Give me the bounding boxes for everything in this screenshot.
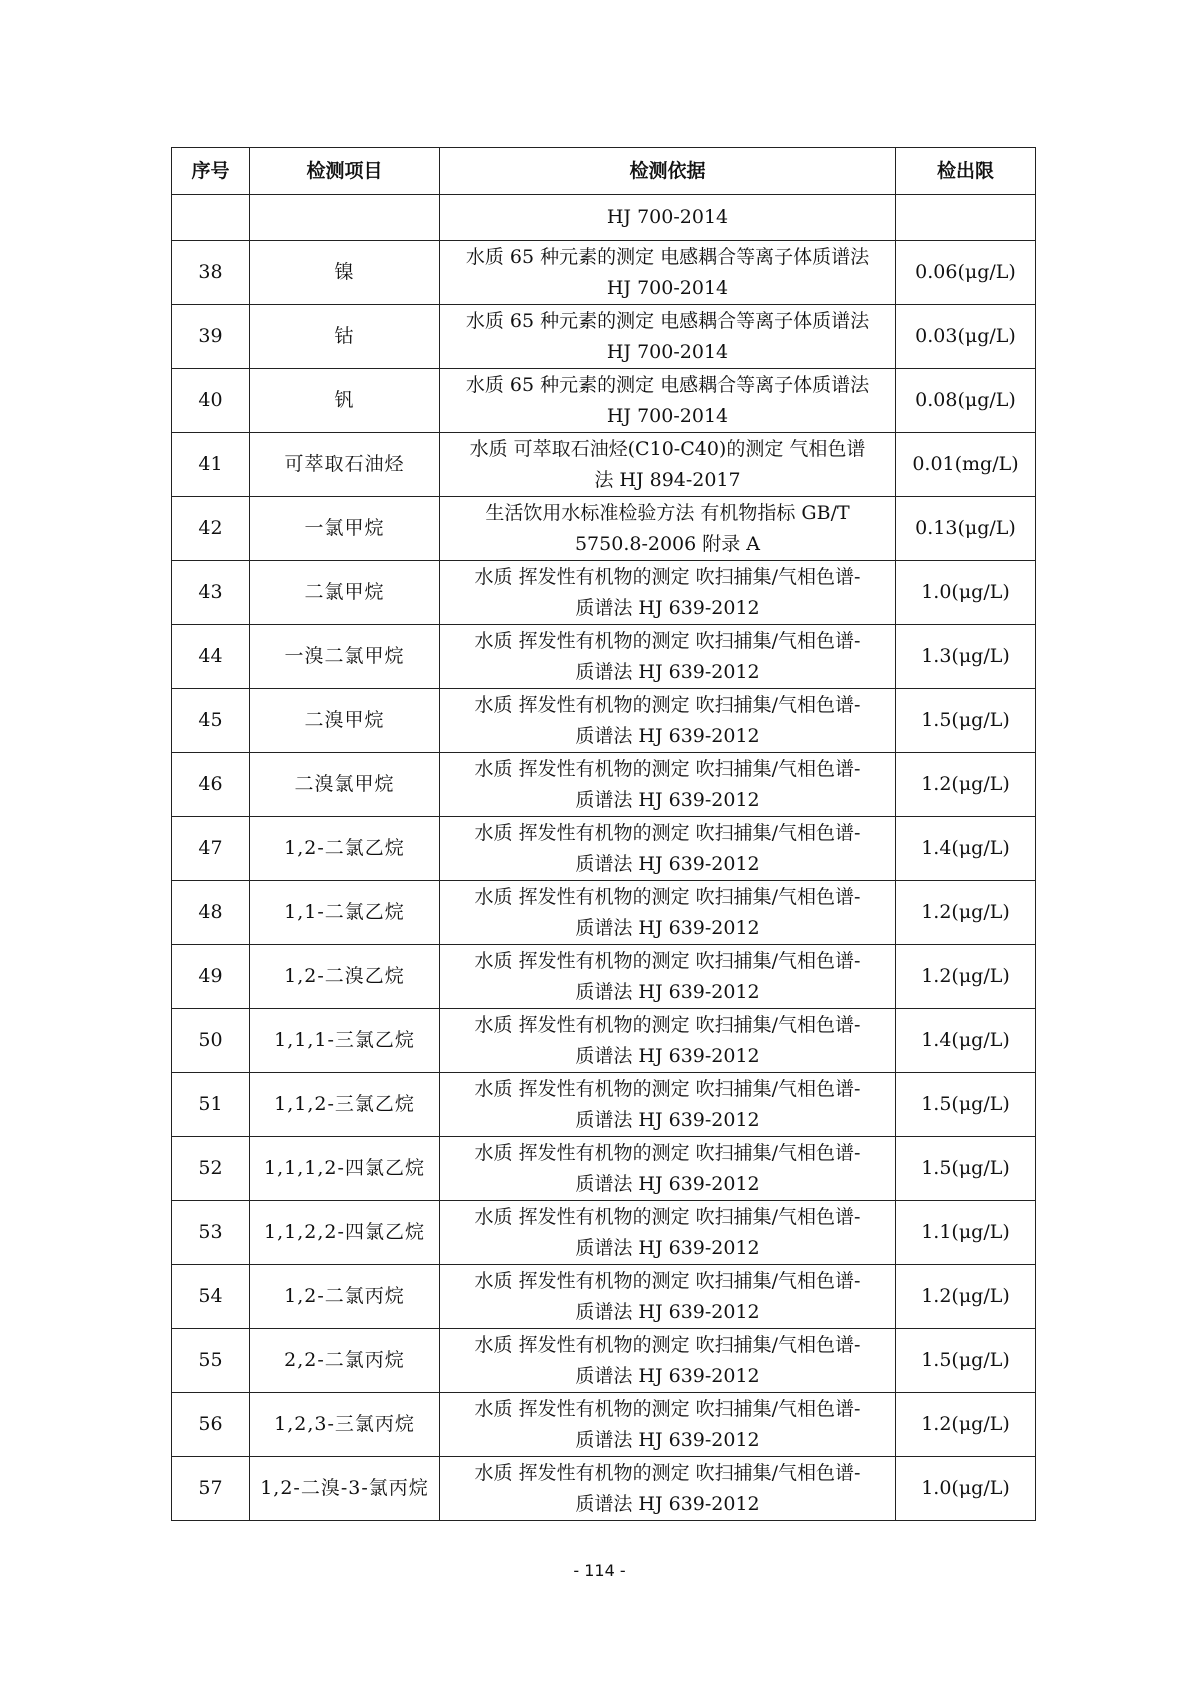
basis-line: 质谱法 HJ 639-2012	[575, 1492, 760, 1515]
table-header-row	[172, 148, 1036, 195]
cell-basis	[440, 433, 896, 497]
detection-table	[171, 147, 1036, 1521]
table-row	[172, 753, 1036, 817]
cell-basis	[440, 1265, 896, 1329]
cell-no: 38	[172, 241, 250, 305]
table-row	[172, 561, 1036, 625]
cell-no: 44	[172, 625, 250, 689]
basis-line: 质谱法 HJ 639-2012	[575, 852, 760, 875]
basis-line: 水质 挥发性有机物的测定 吹扫捕集/气相色谱-	[474, 757, 861, 780]
cell-no: 41	[172, 433, 250, 497]
cell-item: 钒	[250, 369, 440, 433]
cell-basis	[440, 753, 896, 817]
cell-no: 49	[172, 945, 250, 1009]
basis-line: 水质 挥发性有机物的测定 吹扫捕集/气相色谱-	[474, 1461, 861, 1484]
basis-line: 生活饮用水标准检验方法 有机物指标 GB/T	[485, 501, 850, 524]
cell-basis	[440, 689, 896, 753]
cell-basis	[440, 241, 896, 305]
cell-limit: 0.13(μg/L)	[896, 497, 1036, 561]
cell-no: 57	[172, 1457, 250, 1521]
cell-limit: 1.5(μg/L)	[896, 1137, 1036, 1201]
table-row	[172, 195, 1036, 241]
basis-line: 水质 挥发性有机物的测定 吹扫捕集/气相色谱-	[474, 1077, 861, 1100]
table-row	[172, 305, 1036, 369]
cell-no: 56	[172, 1393, 250, 1457]
cell-limit: 1.2(μg/L)	[896, 1265, 1036, 1329]
cell-item: 1,1-二氯乙烷	[250, 881, 440, 945]
basis-line: 水质 挥发性有机物的测定 吹扫捕集/气相色谱-	[474, 565, 861, 588]
basis-line: 水质 挥发性有机物的测定 吹扫捕集/气相色谱-	[474, 1333, 861, 1356]
basis-line: 质谱法 HJ 639-2012	[575, 788, 760, 811]
cell-no: 45	[172, 689, 250, 753]
cell-limit: 1.2(μg/L)	[896, 945, 1036, 1009]
basis-line: 水质 挥发性有机物的测定 吹扫捕集/气相色谱-	[474, 949, 861, 972]
cell-no: 54	[172, 1265, 250, 1329]
cell-item: 2,2-二氯丙烷	[250, 1329, 440, 1393]
basis-line: 质谱法 HJ 639-2012	[575, 1300, 760, 1323]
cell-limit: 0.01(mg/L)	[896, 433, 1036, 497]
cell-limit: 1.1(μg/L)	[896, 1201, 1036, 1265]
table-row	[172, 1393, 1036, 1457]
cell-item: 1,1,2-三氯乙烷	[250, 1073, 440, 1137]
page-number: - 114 -	[573, 1561, 626, 1580]
table-row	[172, 1329, 1036, 1393]
cell-item: 二氯甲烷	[250, 561, 440, 625]
cell-item: 二溴甲烷	[250, 689, 440, 753]
table-row	[172, 1073, 1036, 1137]
cell-basis	[440, 817, 896, 881]
cell-limit: 1.5(μg/L)	[896, 689, 1036, 753]
cell-no: 51	[172, 1073, 250, 1137]
header-item: 检测项目	[250, 148, 440, 195]
cell-item: 镍	[250, 241, 440, 305]
cell-no: 50	[172, 1009, 250, 1073]
cell-basis	[440, 369, 896, 433]
cell-limit: 0.08(μg/L)	[896, 369, 1036, 433]
basis-line: 水质 挥发性有机物的测定 吹扫捕集/气相色谱-	[474, 821, 861, 844]
basis-line: HJ 700-2014	[606, 206, 729, 228]
header-limit: 检出限	[896, 148, 1036, 195]
basis-line: 水质 挥发性有机物的测定 吹扫捕集/气相色谱-	[474, 1013, 861, 1036]
cell-no: 55	[172, 1329, 250, 1393]
cell-basis	[440, 1073, 896, 1137]
table-row	[172, 1009, 1036, 1073]
cell-limit	[896, 195, 1036, 241]
basis-line: 质谱法 HJ 639-2012	[575, 1364, 760, 1387]
table-row	[172, 497, 1036, 561]
basis-line: 水质 65 种元素的测定 电感耦合等离子体质谱法	[465, 373, 870, 396]
table-row	[172, 1201, 1036, 1265]
basis-line: 质谱法 HJ 639-2012	[575, 660, 760, 683]
cell-no: 40	[172, 369, 250, 433]
table-row	[172, 1137, 1036, 1201]
basis-line: 水质 65 种元素的测定 电感耦合等离子体质谱法	[465, 245, 870, 268]
cell-item: 可萃取石油烃	[250, 433, 440, 497]
table-row	[172, 817, 1036, 881]
cell-basis	[440, 625, 896, 689]
cell-item: 1,2,3-三氯丙烷	[250, 1393, 440, 1457]
cell-item: 1,2-二氯乙烷	[250, 817, 440, 881]
cell-no: 47	[172, 817, 250, 881]
cell-item: 一氯甲烷	[250, 497, 440, 561]
basis-line: 质谱法 HJ 639-2012	[575, 1044, 760, 1067]
table-row	[172, 881, 1036, 945]
basis-line: 质谱法 HJ 639-2012	[575, 1428, 760, 1451]
basis-line: 质谱法 HJ 639-2012	[575, 1236, 760, 1259]
header-basis: 检测依据	[440, 148, 896, 195]
cell-basis	[440, 1329, 896, 1393]
cell-limit: 1.5(μg/L)	[896, 1329, 1036, 1393]
basis-line: 水质 可萃取石油烃(C10-C40)的测定 气相色谱	[469, 437, 866, 460]
table-row	[172, 945, 1036, 1009]
basis-line: 水质 挥发性有机物的测定 吹扫捕集/气相色谱-	[474, 629, 861, 652]
cell-basis	[440, 497, 896, 561]
cell-item: 1,1,1,2-四氯乙烷	[250, 1137, 440, 1201]
basis-line: 水质 挥发性有机物的测定 吹扫捕集/气相色谱-	[474, 693, 861, 716]
cell-item: 1,2-二溴乙烷	[250, 945, 440, 1009]
basis-line: 质谱法 HJ 639-2012	[575, 1108, 760, 1131]
basis-line: 水质 挥发性有机物的测定 吹扫捕集/气相色谱-	[474, 1205, 861, 1228]
cell-no: 53	[172, 1201, 250, 1265]
basis-line: 法 HJ 894-2017	[594, 468, 741, 491]
cell-basis	[440, 881, 896, 945]
cell-basis	[440, 195, 896, 241]
cell-limit: 0.06(μg/L)	[896, 241, 1036, 305]
cell-limit: 1.4(μg/L)	[896, 817, 1036, 881]
cell-limit: 1.0(μg/L)	[896, 561, 1036, 625]
basis-line: HJ 700-2014	[606, 340, 729, 363]
cell-basis	[440, 1393, 896, 1457]
cell-basis	[440, 1009, 896, 1073]
table-row	[172, 689, 1036, 753]
basis-line: 水质 挥发性有机物的测定 吹扫捕集/气相色谱-	[474, 1397, 861, 1420]
cell-item: 钴	[250, 305, 440, 369]
cell-item: 1,1,2,2-四氯乙烷	[250, 1201, 440, 1265]
basis-line: 质谱法 HJ 639-2012	[575, 980, 760, 1003]
basis-line: 质谱法 HJ 639-2012	[575, 724, 760, 747]
cell-no: 52	[172, 1137, 250, 1201]
cell-no: 42	[172, 497, 250, 561]
cell-item: 二溴氯甲烷	[250, 753, 440, 817]
cell-item: 一溴二氯甲烷	[250, 625, 440, 689]
cell-no: 43	[172, 561, 250, 625]
cell-basis	[440, 945, 896, 1009]
header-no: 序号	[172, 148, 250, 195]
cell-no: 39	[172, 305, 250, 369]
basis-line: 5750.8-2006 附录 A	[574, 532, 761, 555]
cell-basis	[440, 1457, 896, 1521]
table-row	[172, 1265, 1036, 1329]
cell-limit: 1.4(μg/L)	[896, 1009, 1036, 1073]
basis-line: HJ 700-2014	[606, 404, 729, 427]
cell-limit: 1.2(μg/L)	[896, 1393, 1036, 1457]
table-row	[172, 1457, 1036, 1521]
cell-limit: 1.2(μg/L)	[896, 753, 1036, 817]
basis-line: 水质 挥发性有机物的测定 吹扫捕集/气相色谱-	[474, 1141, 861, 1164]
table-row	[172, 625, 1036, 689]
cell-basis	[440, 1137, 896, 1201]
cell-no: 48	[172, 881, 250, 945]
basis-line: HJ 700-2014	[606, 276, 729, 299]
cell-limit: 1.0(μg/L)	[896, 1457, 1036, 1521]
cell-item: 1,2-二溴-3-氯丙烷	[250, 1457, 440, 1521]
basis-line: 水质 挥发性有机物的测定 吹扫捕集/气相色谱-	[474, 885, 861, 908]
basis-line: 水质 65 种元素的测定 电感耦合等离子体质谱法	[465, 309, 870, 332]
cell-basis	[440, 1201, 896, 1265]
cell-item: 1,1,1-三氯乙烷	[250, 1009, 440, 1073]
cell-limit: 1.3(μg/L)	[896, 625, 1036, 689]
cell-basis	[440, 305, 896, 369]
cell-limit: 0.03(μg/L)	[896, 305, 1036, 369]
table-body	[172, 195, 1036, 1521]
basis-line: 质谱法 HJ 639-2012	[575, 596, 760, 619]
cell-basis	[440, 561, 896, 625]
basis-line: 质谱法 HJ 639-2012	[575, 1172, 760, 1195]
cell-limit: 1.5(μg/L)	[896, 1073, 1036, 1137]
cell-limit: 1.2(μg/L)	[896, 881, 1036, 945]
table-row	[172, 241, 1036, 305]
table-row	[172, 433, 1036, 497]
table-row	[172, 369, 1036, 433]
basis-line: 质谱法 HJ 639-2012	[575, 916, 760, 939]
cell-no: 46	[172, 753, 250, 817]
basis-line: 水质 挥发性有机物的测定 吹扫捕集/气相色谱-	[474, 1269, 861, 1292]
cell-item: 1,2-二氯丙烷	[250, 1265, 440, 1329]
cell-item	[250, 195, 440, 241]
cell-no	[172, 195, 250, 241]
